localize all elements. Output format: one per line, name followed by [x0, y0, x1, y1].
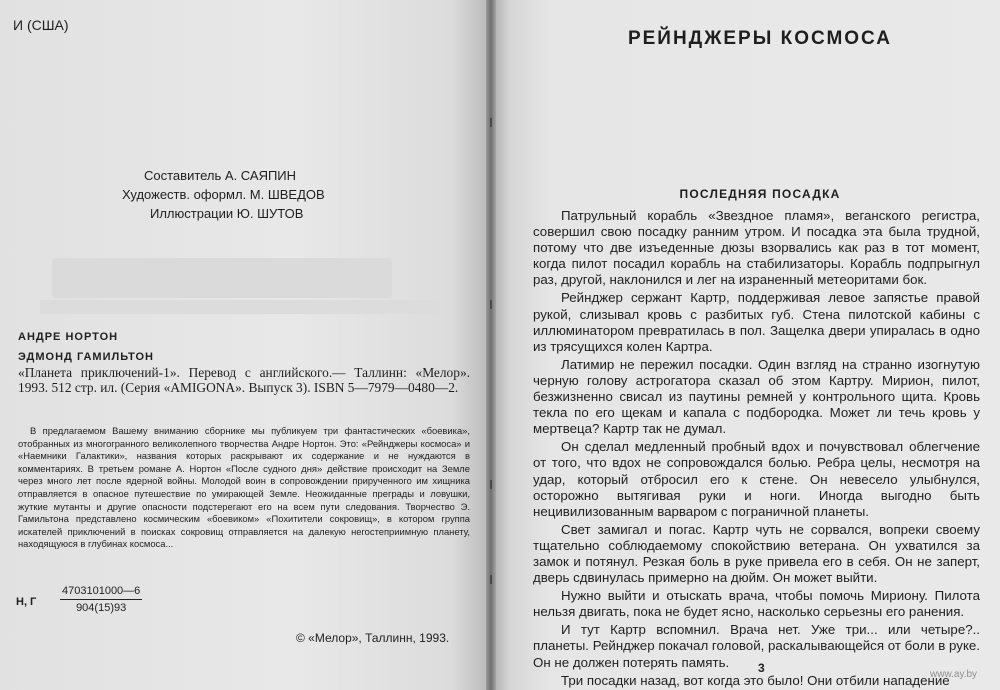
bibliographic-record: «Планета приключений-1». Перевод с английского.— Таллинн: «Мелор». 1993. 512 стр. ил. (Серия «AMIGONA». Выпуск 3). ISBN 5—7979—0480—2.	[18, 365, 470, 395]
chapter-title: ПОСЛЕДНЯЯ ПОСАДКА	[679, 187, 841, 201]
credits-block	[100, 166, 420, 223]
body-paragraph: Рейнджер сержант Картр, поддерживая левое запястье правой рукой, слизывал кровь с разбитых губ. Стена пилотской кабины с иллюминатором превратилась в пол. Защелка двери упиралась в одно из трясущихся колен Картра.	[533, 290, 980, 354]
credit-illustrations: Иллюстрации Ю. ШУТОВ	[150, 206, 304, 221]
binding-stitch	[490, 300, 492, 309]
annotation-text: В предлагаемом Вашему вниманию сборнике мы публикуем три фантастических «боевика», отобранных из многогранного великолепного творчества Андре Нортон. Это: «Рейнджеры космоса» и «Наемники Галактики», названия которых раскрывают их содержание и не нуждаются в комментариях. В третьем романе А. Нортон «После судного дня» действие происходит на Земле через много лет после ядерной войны. Молодой воин в сопровождении прирученного им хищника отправляется в опасное путешествие по умирающей Земле. Неожиданные преграды и ловушки, жуткие мутанты и другие опасности подстерегают его на всем пути следования. Творчество Э. Гамильтона представлено космическим «боевиком» «Похитители сокровищ», в котором группа искателей приключений в поисках сокровищ отправляется на далекую негостеприимную планету, находящуюся в глубинах космоса...	[18, 425, 470, 550]
copyright-line: © «Мелор», Таллинн, 1993.	[296, 631, 450, 645]
author-name: ЭДМОНД ГАМИЛЬТОН	[18, 351, 154, 363]
book-gutter	[486, 0, 496, 690]
credit-art-design: Художеств. оформл. М. ШВЕДОВ	[122, 187, 325, 202]
binding-stitch	[490, 480, 492, 489]
body-paragraph: Патрульный корабль «Звездное пламя», веганского регистра, совершил свою посадку ранним утром. И посадка эта была трудной, потому что две изъеденные дюзы взорвались как раз в тот момент, когда пилот посадил корабль на стабилизаторы. Корабль подпрыгнул раз, другой, наклонился и лег на израненный метеоритами бок.	[533, 208, 980, 288]
body-paragraph: Латимир не пережил посадки. Один взгляд на странно изогнутую черную голову астрогатора сказал об этом Картру. Мирион, пилот, безжизненно свисал из паутины ремней у контрольного щита. Кровь текла по его щекам и капала с подбородка. Может ли течь кровь у мертвеца? Картр так не думал.	[533, 356, 980, 437]
body-paragraph: Свет замигал и погас. Картр чуть не сорвался, вопреки своему тщательно соблюдаемому спокойствию ветерана. Он ухватился за замок и потянул. Резкая боль в руке привела его в себя. Он не заперт, дверь сдвинулась примерно на дюйм. Он может выйти.	[533, 521, 980, 586]
book-title: РЕЙНДЖЕРЫ КОСМОСА	[627, 28, 893, 49]
credit-compiler: Составитель А. САЯПИН	[144, 168, 297, 183]
body-paragraph: Нужно выйти и отыскать врача, чтобы помочь Мириону. Пилота нельзя двигать, пока не будет ясно, насколько серьезны его ранения.	[533, 588, 980, 620]
catalog-numerator: 4703101000—6	[60, 585, 142, 600]
body-paragraph: И тут Картр вспомнил. Врача нет. Уже три... или четыре?.. планеты. Рейнджер покачал головой, раскалывающейся от боли в руке. Он не должен потерять память.	[533, 622, 980, 670]
catalog-corner-label: И (США)	[13, 17, 69, 33]
body-paragraph: Он сделал медленный пробный вдох и почувствовал облегчение от того, что вдох не сопровождался болью. Ребра целы, несмотря на удар, который отбросил его к стене. Он невесело улыбнулся, осторожно вытягивая руки и ноги. Иногда выгодно быть нецивилизованным варваром с пограничной планеты.	[533, 439, 980, 519]
binding-stitch	[490, 575, 492, 584]
chapter-body	[533, 208, 980, 690]
authors-block	[18, 327, 154, 367]
binding-stitch	[490, 118, 492, 127]
catalog-letters: Н, Г	[16, 596, 37, 608]
site-watermark: www.ay.by	[930, 669, 978, 680]
page-number: 3	[758, 661, 765, 675]
body-paragraph: Три посадки назад, вот когда это было! Они отбили нападение	[561, 672, 950, 688]
author-name: АНДРЕ НОРТОН	[18, 331, 119, 343]
catalog-denominator: 904(15)93	[76, 602, 127, 614]
catalog-fraction	[60, 585, 142, 614]
